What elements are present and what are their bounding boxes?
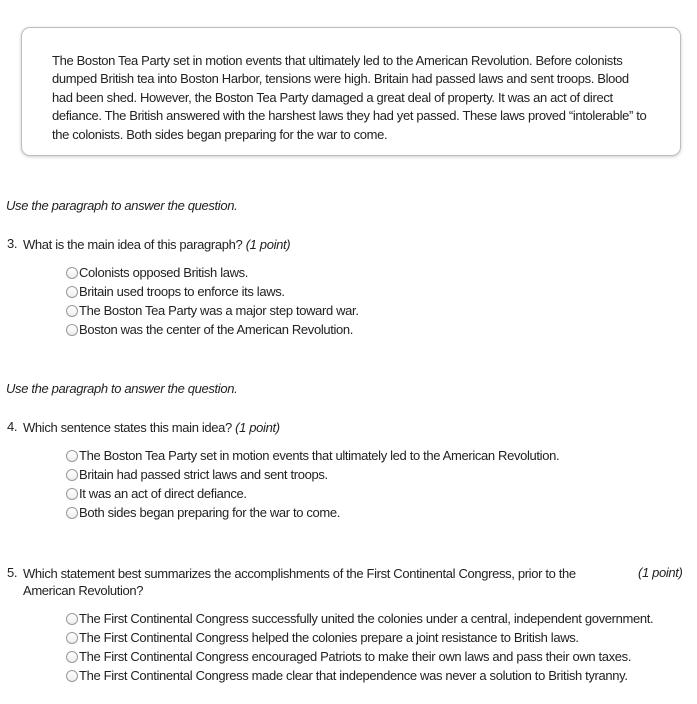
radio-button[interactable] [66,469,78,481]
option[interactable] [66,282,359,301]
radio-button[interactable] [66,651,78,663]
option-label[interactable]: Boston was the center of the American Revolution. [79,322,354,337]
option-label[interactable]: Britain used troops to enforce its laws. [79,284,285,299]
option[interactable] [66,666,653,685]
option-label[interactable]: The Boston Tea Party was a major step toward war. [79,303,359,318]
option-label[interactable]: Britain had passed strict laws and sent troops. [79,467,328,482]
radio-button[interactable] [66,670,78,682]
radio-button[interactable] [66,450,78,462]
radio-button[interactable] [66,488,78,500]
radio-button[interactable] [66,324,78,336]
instruction: Use the paragraph to answer the question. [6,381,238,396]
question-number: 3. [7,236,18,251]
radio-button[interactable] [66,305,78,317]
option-label[interactable]: The First Continental Congress made clear that independence was never a solution to British tyranny. [79,668,628,683]
option[interactable] [66,263,359,282]
radio-button[interactable] [66,632,78,644]
option[interactable] [66,320,359,339]
question-number: 4. [7,419,18,434]
options-q3 [66,263,359,339]
option[interactable] [66,503,559,522]
passage-text: The Boston Tea Party set in motion events that ultimately led to the American Revolution. Before colonists dumped British tea into Boston Harbor, tensions were high. Britain had passed laws and sent troops. Blood had been shed. However, the Boston Tea Party damaged a great deal of property. It was an act of direct defiance. The British answered with the harshest laws they had yet passed. These laws proved “intolerable” to the colonists. Both sides began preparing for the war to come. [52,53,647,142]
question-text: Which sentence states this main idea? [23,420,232,435]
question-text: Which statement best summarizes the accomplishments of the First Continental Congress, prior to the American Revolution? [23,566,576,598]
option[interactable] [66,465,559,484]
question-number: 5. [7,565,18,580]
points: (1 point) [245,237,291,252]
points: (1 point) [638,565,683,580]
option[interactable] [66,446,559,465]
radio-button[interactable] [66,267,78,279]
options-q5 [66,609,653,685]
option-label[interactable]: The First Continental Congress helped the colonies prepare a joint resistance to British laws. [79,630,579,645]
option-label[interactable]: Both sides began preparing for the war to come. [79,505,341,520]
passage-box [21,27,681,156]
option[interactable] [66,609,653,628]
radio-button[interactable] [66,613,78,625]
option-label[interactable]: The Boston Tea Party set in motion events that ultimately led to the American Revolution. [79,448,560,463]
options-q4 [66,446,559,522]
option[interactable] [66,628,653,647]
radio-button[interactable] [66,286,78,298]
option-label[interactable]: The First Continental Congress successfully united the colonies under a central, independent government. [79,611,654,626]
instruction: Use the paragraph to answer the question. [6,198,238,213]
radio-button[interactable] [66,507,78,519]
option-label[interactable]: It was an act of direct defiance. [79,486,247,501]
question-text: What is the main idea of this paragraph? [23,237,243,252]
points: (1 point) [235,420,280,435]
option[interactable] [66,647,653,666]
option[interactable] [66,301,359,320]
option[interactable] [66,484,559,503]
option-label[interactable]: The First Continental Congress encouraged Patriots to make their own laws and pass their own taxes. [79,649,632,664]
option-label[interactable]: Colonists opposed British laws. [79,265,249,280]
